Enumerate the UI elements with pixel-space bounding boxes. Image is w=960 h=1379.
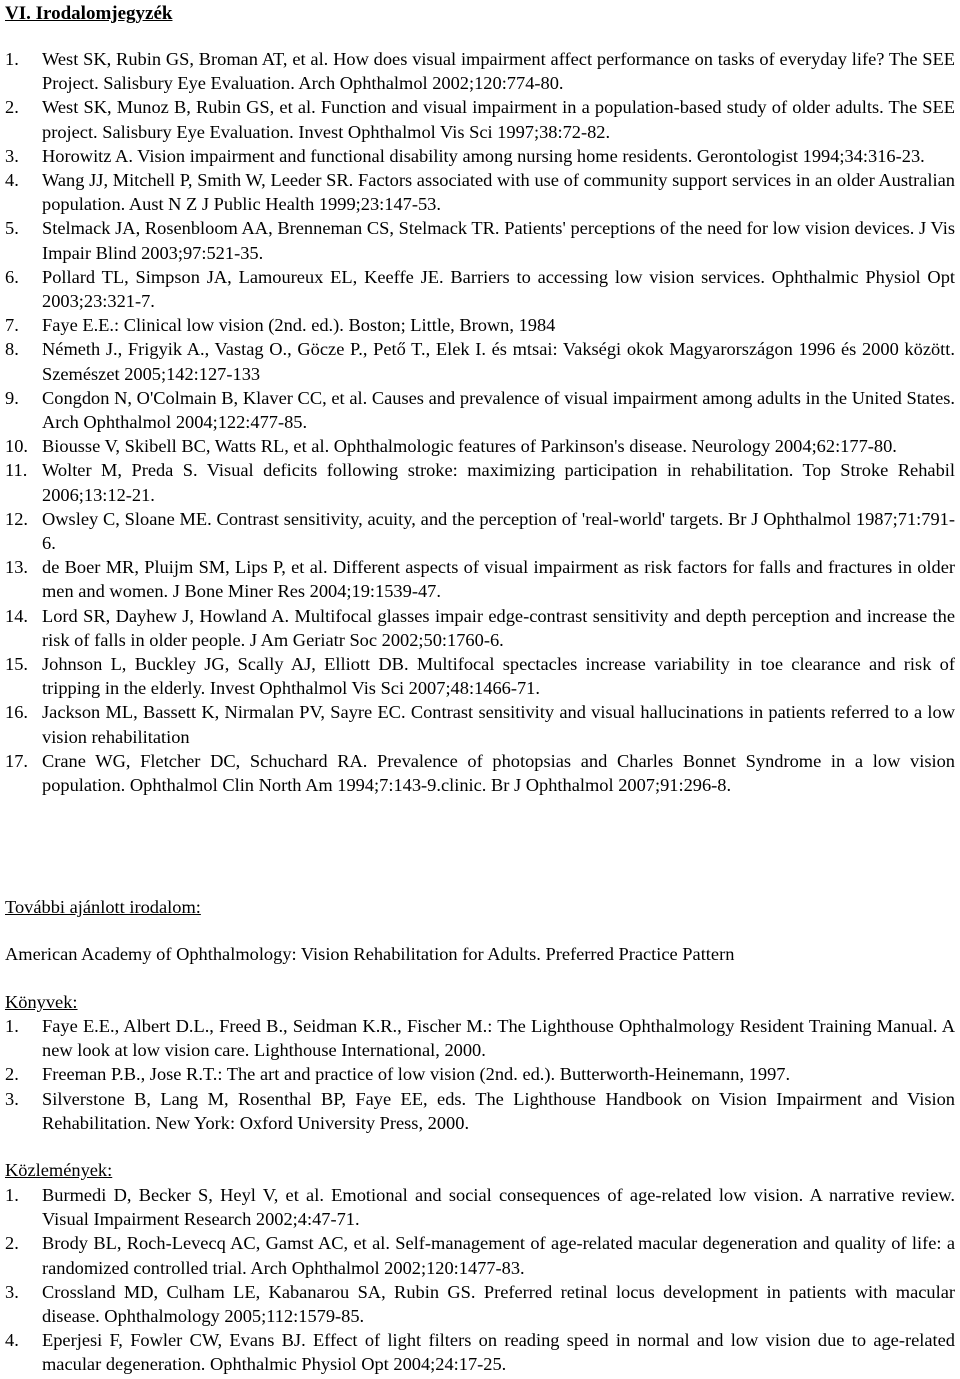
reference-number: 2. <box>5 97 19 118</box>
reference-text: Burmedi D, Becker S, Heyl V, et al. Emotional and social consequences of age-related low vision. A narrative review. Visual Impairment Research 2002;4:47-71. <box>42 1185 955 1230</box>
reference-text: Freeman P.B., Jose R.T.: The art and practice of low vision (2nd. ed.). Butterworth-Heinemann, 1997. <box>42 1064 791 1085</box>
reference-number: 1. <box>5 1016 19 1036</box>
reference-number: 5. <box>5 218 19 239</box>
reference-text: Wolter M, Preda S. Visual deficits following stroke: maximizing participation in rehabilitation. Top Stroke Rehabil 2006;13:12-21. <box>42 460 955 505</box>
reference-text: Jackson ML, Bassett K, Nirmalan PV, Sayre EC. Contrast sensitivity and visual hallucinations in patients referred to a low vision rehabilitation <box>42 702 955 747</box>
reference-item <box>5 265 955 313</box>
reference-text: Lord SR, Dayhew J, Howland A. Multifocal glasses impair edge-contrast sensitivity and depth perception and increase the risk of falls in older people. J Am Geriatr Soc 2002;50:1760-6. <box>42 605 955 650</box>
reference-number: 1. <box>5 1185 19 1205</box>
reference-text: Eperjesi F, Fowler CW, Evans BJ. Effect of light filters on reading speed in normal and low vision due to age-related macular degeneration. Ophthalmic Physiol Opt 2004;24:17-25. <box>42 1330 955 1375</box>
reference-number: 4. <box>5 170 19 191</box>
reference-text: Congdon N, O'Colmain B, Klaver CC, et al. Causes and prevalence of visual impairment among adults in the United States. Arch Ophthalmol 2004;122:477-85. <box>42 387 955 433</box>
reference-item <box>5 47 955 95</box>
reference-number: 13. <box>5 557 28 578</box>
reference-text: Brody BL, Roch-Levecq AC, Gamst AC, et al. Self-management of age-related macular degeneration and quality of life: a randomized controlled trial. Arch Ophthalmol 2002;120:1477-83. <box>42 1233 955 1278</box>
reference-text: Johnson L, Buckley JG, Scally AJ, Elliott DB. Multifocal spectacles increase variability in toe clearance and risk of tripping in the elderly. Invest Ophthalmol Vis Sci 2007;48:1466-71. <box>42 654 955 699</box>
reference-number: 3. <box>5 145 19 166</box>
reference-number: 11. <box>5 460 28 481</box>
reference-item <box>5 1014 955 1062</box>
reference-number: 15. <box>5 654 28 675</box>
books-list <box>5 1014 955 1135</box>
reference-number: 8. <box>5 339 19 360</box>
reference-number: 6. <box>5 266 19 287</box>
articles-heading: Közlemények: <box>5 1160 113 1180</box>
reference-item <box>5 604 955 652</box>
reference-number: 14. <box>5 605 28 626</box>
reference-item <box>5 434 955 458</box>
reference-number: 9. <box>5 387 19 408</box>
reference-text: Németh J., Frigyik A., Vastag O., Göcze P., Pető T., Elek I. és mtsai: Vakségi okok Magyarországon 1996 és 2000 között. Szemészet 2005;142:127-133 <box>42 339 955 384</box>
reference-text: Owsley C, Sloane ME. Contrast sensitivity, acuity, and the perception of 'real-world' targets. Br J Ophthalmol 1987;71:791-6. <box>42 508 955 554</box>
reference-text: Stelmack JA, Rosenbloom AA, Brenneman CS, Stelmack TR. Patients' perceptions of the need for low vision devices. J Vis Impair Blind 2003;97:521-35. <box>42 218 955 263</box>
reference-text: West SK, Rubin GS, Broman AT, et al. How does visual impairment affect performance on tasks of everyday life? The SEE Project. Salisbury Eye Evaluation. Arch Ophthalmol 2002;120:774-80. <box>42 49 955 94</box>
reference-number: 10. <box>5 436 28 457</box>
reference-item <box>5 1062 955 1086</box>
reference-text: Pollard TL, Simpson JA, Lamoureux EL, Keeffe JE. Barriers to accessing low vision services. Ophthalmic Physiol Opt 2003;23:321-7. <box>42 266 955 312</box>
reference-text: de Boer MR, Pluijm SM, Lips P, et al. Different aspects of visual impairment as risk factors for falls and fractures in older men and women. J Bone Miner Res 2004;19:1539-47. <box>42 557 955 602</box>
reference-text: Biousse V, Skibell BC, Watts RL, et al. Ophthalmologic features of Parkinson's disease. Neurology 2004;62:177-80. <box>42 436 897 457</box>
reference-number: 4. <box>5 1330 19 1351</box>
reference-list <box>5 47 955 797</box>
reference-number: 3. <box>5 1088 19 1109</box>
reference-number: 12. <box>5 508 28 529</box>
reference-item <box>5 337 955 385</box>
reference-item <box>5 386 955 434</box>
page-title: VI. Irodalomjegyzék <box>5 3 173 24</box>
reference-item <box>5 700 955 748</box>
reference-text: Faye E.E., Albert D.L., Freed B., Seidman K.R., Fischer M.: The Lighthouse Ophthalmology Resident Training Manual. A new look at low vision care. Lighthouse International, 2000. <box>42 1016 955 1061</box>
reference-item <box>5 1087 955 1135</box>
reference-item <box>5 749 955 797</box>
reference-text: Horowitz A. Vision impairment and functional disability among nursing home residents. Gerontologist 1994;34:316-23. <box>42 145 925 166</box>
reference-item <box>5 216 955 264</box>
reference-text: West SK, Munoz B, Rubin GS, et al. Function and visual impairment in a population-based study of older adults. The SEE project. Salisbury Eye Evaluation. Invest Ophthalmol Vis Sci 1997;38:72-82. <box>42 97 955 142</box>
reference-item <box>5 144 955 168</box>
reference-number: 3. <box>5 1281 19 1302</box>
reference-text: Faye E.E.: Clinical low vision (2nd. ed.). Boston; Little, Brown, 1984 <box>42 315 556 336</box>
aao-reference: American Academy of Ophthalmology: Vision Rehabilitation for Adults. Preferred Practice Pattern <box>5 944 735 964</box>
reference-item <box>5 313 955 337</box>
reference-number: 16. <box>5 702 28 723</box>
reference-item <box>5 458 955 506</box>
reference-text: Crossland MD, Culham LE, Kabanarou SA, Rubin GS. Preferred retinal locus development in patients with macular disease. Ophthalmology 2005;112:1579-85. <box>42 1281 955 1327</box>
reference-item <box>5 168 955 216</box>
reference-item <box>5 507 955 555</box>
reference-text: Silverstone B, Lang M, Rosenthal BP, Faye EE, eds. The Lighthouse Handbook on Vision Impairment and Vision Rehabilitation. New York: Oxford University Press, 2000. <box>42 1088 955 1133</box>
reference-text: Wang JJ, Mitchell P, Smith W, Leeder SR. Factors associated with use of community support services in an older Australian population. Aust N Z J Public Health 1999;23:147-53. <box>42 170 955 215</box>
reference-item <box>5 555 955 603</box>
reference-item <box>5 652 955 700</box>
reference-number: 7. <box>5 315 19 336</box>
reference-item <box>5 1183 955 1231</box>
reference-number: 17. <box>5 750 28 771</box>
reference-number: 2. <box>5 1233 19 1254</box>
reference-number: 1. <box>5 49 19 69</box>
reference-item <box>5 1231 955 1279</box>
books-heading: Könyvek: <box>5 992 78 1012</box>
reference-item <box>5 95 955 143</box>
reference-number: 2. <box>5 1064 19 1085</box>
articles-list <box>5 1183 955 1377</box>
reference-item <box>5 1328 955 1376</box>
reference-item <box>5 1280 955 1328</box>
reference-text: Crane WG, Fletcher DC, Schuchard RA. Prevalence of photopsias and Charles Bonnet Syndrome in a low vision population. Ophthalmol Clin North Am 1994;7:143-9.clinic. Br J Ophthalmol 2007;91:296-8. <box>42 750 955 796</box>
further-reading-heading: További ajánlott irodalom: <box>5 897 201 917</box>
